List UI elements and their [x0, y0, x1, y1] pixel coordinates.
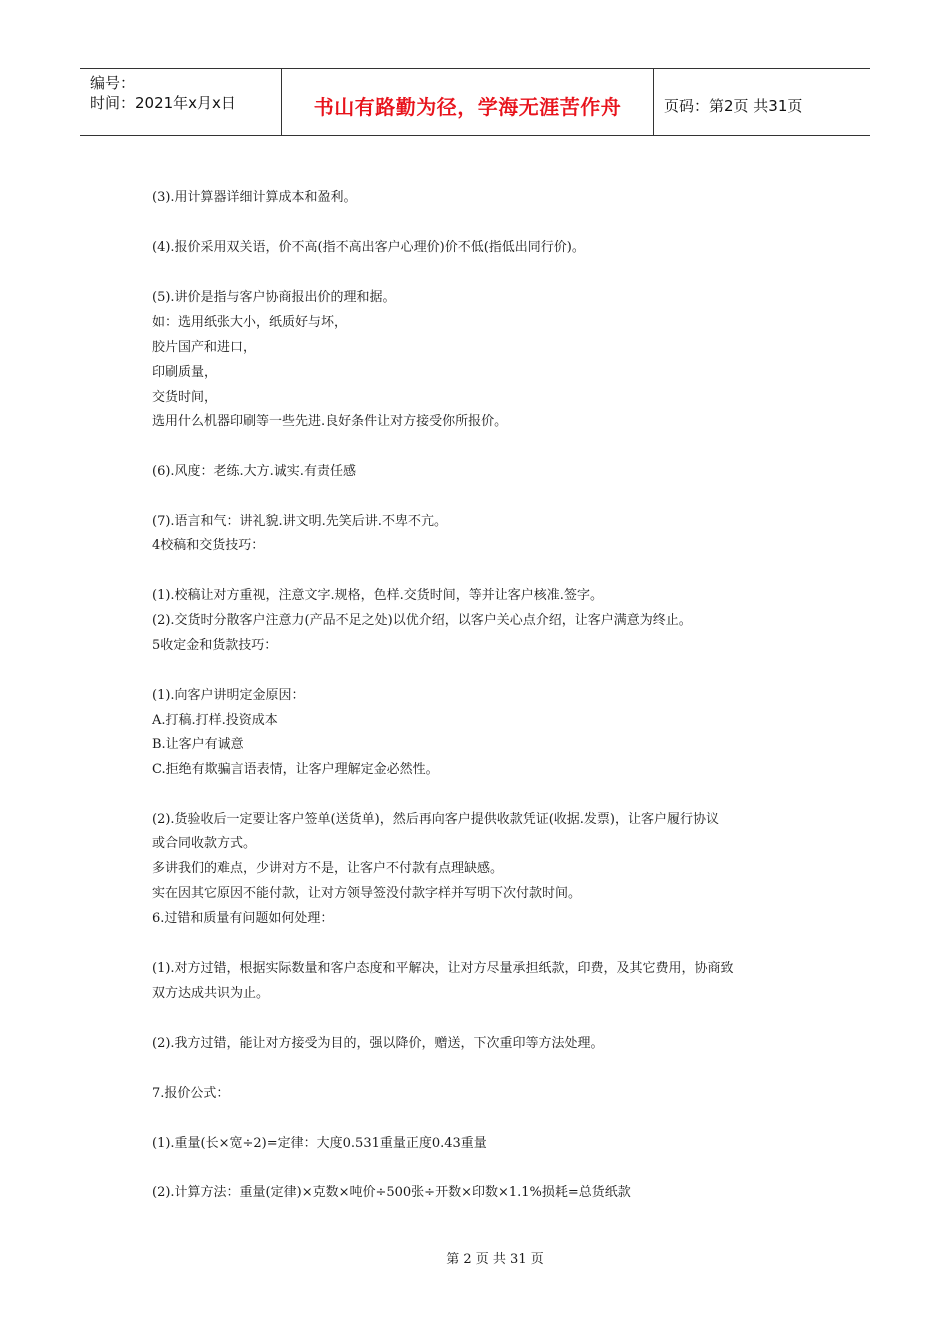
body-line: C.拒绝有欺骗言语表情，让客户理解定金必然性。: [152, 762, 439, 777]
body-line: A.打稿.打样.投资成本: [152, 713, 278, 728]
body-line: (7).语言和气：讲礼貌.讲文明.先笑后讲.不卑不亢。: [152, 514, 447, 529]
body-line: (6).风度：老练.大方.诚实.有责任感: [152, 464, 356, 479]
section-heading: 4校稿和交货技巧：: [152, 538, 265, 553]
body-line: (2).计算方法：重量(定律)×克数×吨价÷500张÷开数×印数×1.1%损耗=总货纸款: [152, 1185, 631, 1200]
header-motto-cell: [282, 69, 654, 135]
section-heading: 5收定金和货款技巧：: [152, 638, 278, 653]
document-time-label: 时间：2021年x月x日: [90, 94, 236, 112]
body-line: 选用什么机器印刷等一些先进.良好条件让对方接受你所报价。: [152, 414, 508, 429]
body-line: B.让客户有诚意: [152, 737, 244, 752]
body-line: (1).校稿让对方重视，注意文字.规格，色样.交货时间，等并让客户核准.签字。: [152, 588, 603, 603]
body-line: (2).货验收后一定要让客户签单(送货单)，然后再向客户提供收款凭证(收据.发票)，让客户履行协议: [152, 812, 719, 827]
body-line: (2).我方过错，能让对方接受为目的，强以降价，赠送，下次重印等方法处理。: [152, 1036, 604, 1051]
section-heading: 6.过错和质量有问题如何处理：: [152, 911, 334, 926]
page-footer: 第 2 页 共 31 页: [446, 1252, 544, 1267]
header-info-cell: [80, 69, 282, 135]
header-page-cell: [654, 69, 870, 135]
header-motto: 书山有路勤为径，学海无涯苦作舟: [313, 94, 622, 119]
body-line: 胶片国产和进口，: [152, 340, 257, 355]
body-line: (4).报价采用双关语，价不高(指不高出客户心理价)价不低(指低出同行价)。: [152, 240, 585, 255]
body-line: 多讲我们的难点，少讲对方不是，让客户不付款有点理缺感。: [152, 861, 504, 876]
section-heading: 7.报价公式：: [152, 1086, 230, 1101]
body-line: 交货时间，: [152, 390, 218, 405]
body-line: (1).重量(长×宽÷2)=定律：大度0.531重量正度0.43重量: [152, 1136, 487, 1151]
body-line: 双方达成共识为止。: [152, 986, 270, 1001]
body-line: 或合同收款方式。: [152, 836, 257, 851]
document-header: [80, 68, 870, 136]
body-line: (1).对方过错，根据实际数量和客户态度和平解决，让对方尽量承担纸款，印费，及其它费用，协商致: [152, 961, 734, 976]
body-line: (1).向客户讲明定金原因：: [152, 688, 305, 703]
body-line: 印刷质量，: [152, 365, 218, 380]
body-line: 如：选用纸张大小，纸质好与坏，: [152, 315, 348, 330]
document-number-label: 编号：: [90, 74, 136, 92]
header-page-code: 页码：第2页 共31页: [664, 96, 803, 115]
body-line: (5).讲价是指与客户协商报出价的理和据。: [152, 290, 396, 305]
body-line: (2).交货时分散客户注意力(产品不足之处)以优介绍，以客户关心点介绍，让客户满意为终止。: [152, 613, 692, 628]
body-line: 实在因其它原因不能付款，让对方领导签没付款字样并写明下次付款时间。: [152, 886, 582, 901]
body-line: (3).用计算器详细计算成本和盈利。: [152, 190, 357, 205]
